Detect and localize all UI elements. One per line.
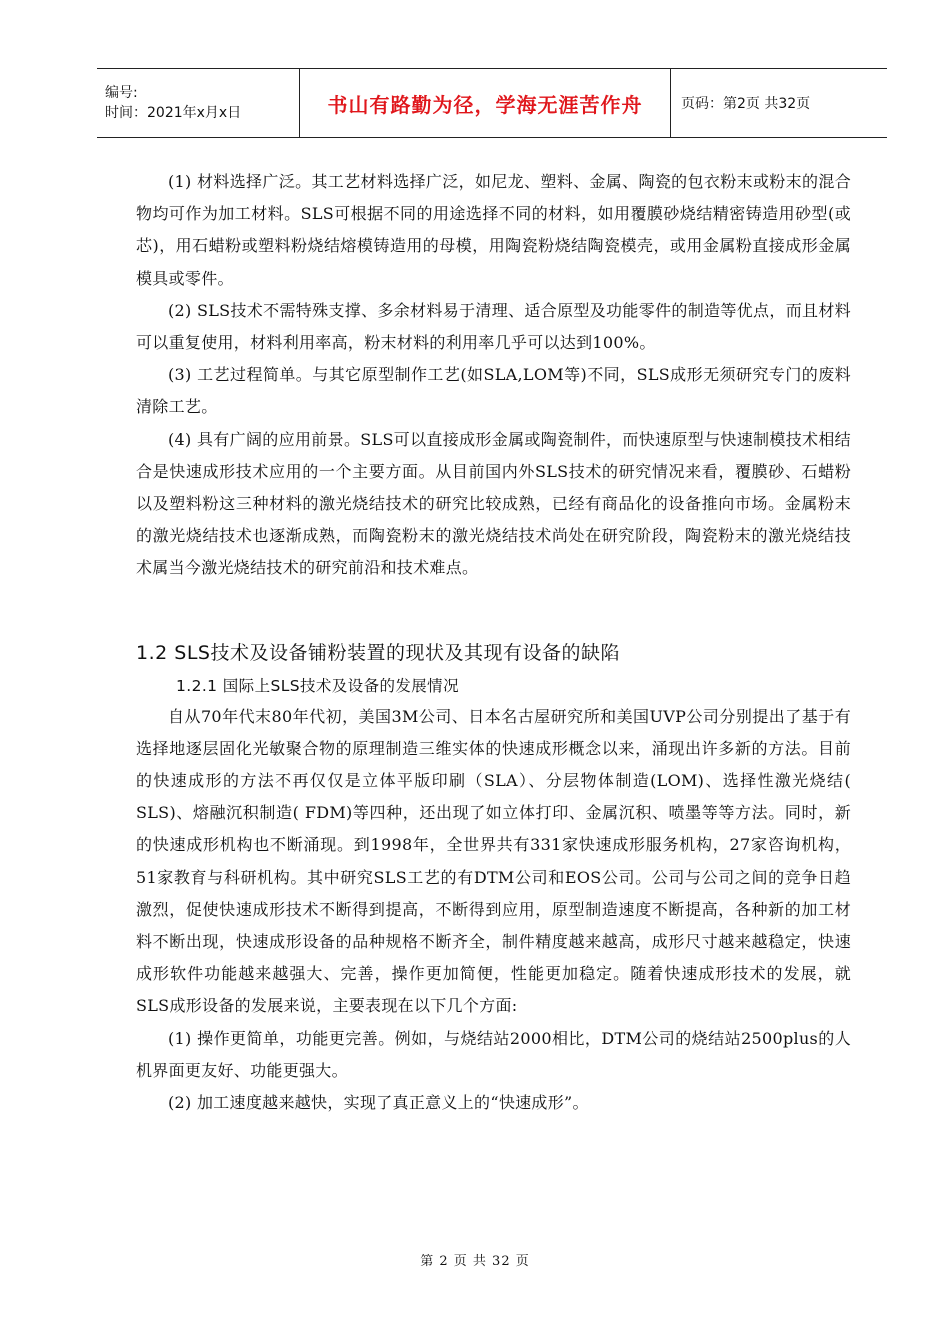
page-footer: 第 2 页 共 32 页 [420,1254,530,1269]
paragraph: 自从70年代末80年代初，美国3M公司、日本名古屋研究所和美国UVP公司分别提出了基于有选择地逐层固化光敏聚合物的原理制造三维实体的快速成形概念以来，涌现出许多新的方法。目前的快速成形的方法不再仅仅是立体平版印刷（SLA）、分层物体制造(LOM)、选择性激光烧结( SLS)、熔融沉积制造( FDM)等四种，还出现了如立体打印、金属沉积、喷墨等等方法。同时，新的快速成形机构也不断涌现。到1998年，全世界共有331家快速成形服务机构，27家咨询机构，51家教育与科研机构。其中研究SLS工艺的有DTM公司和EOS公司。公司与公司之间的竞争日趋激烈，促使快速成形技术不断得到提高，不断得到应用，原型制造速度不断提高，各种新的加工材料不断出现，快速成形设备的品种规格不断齐全，制件精度越来越高，成形尺寸越来越稳定，快速成形软件功能越来越强大、完善，操作更加简便，性能更加稳定。随着快速成形技术的发展，就SLS成形设备的发展来说，主要表现在以下几个方面: [136,706,851,1016]
time-label: 时间：2021年x月x日 [105,105,242,121]
section-heading: 1.2 SLS技术及设备铺粉装置的现状及其现有设备的缺陷 [136,641,620,664]
document-body [136,166,851,1119]
header-motto-cell [299,69,671,137]
paragraph: (1) 材料选择广泛。其工艺材料选择广泛，如尼龙、塑料、金属、陶瓷的包衣粉末或粉末的混合物均可作为加工材料。SLS可根据不同的用途选择不同的材料，如用覆膜砂烧结精密铸造用砂型(或芯)，用石蜡粉或塑料粉烧结熔模铸造用的母模，用陶瓷粉烧结陶瓷模壳，或用金属粉直接成形金属模具或零件。 [136,172,851,288]
header-meta [97,69,299,137]
paragraph: (1) 操作更简单，功能更完善。例如，与烧结站2000相比，DTM公司的烧结站2500plus的人机界面更友好、功能更强大。 [136,1028,851,1080]
header-page-info: 页码：第2页 共32页 [681,96,811,112]
serial-label: 编号: [105,85,138,101]
subsection-heading: 1.2.1 国际上SLS技术及设备的发展情况 [176,676,459,695]
header-motto: 书山有路勤为径，学海无涯苦作舟 [327,92,643,117]
paragraph: (3) 工艺过程简单。与其它原型制作工艺(如SLA,LOM等)不同，SLS成形无须研究专门的废料清除工艺。 [136,365,851,417]
header-page-info-cell [671,69,887,137]
paragraph: (2) 加工速度越来越快，实现了真正意义上的“快速成形”。 [168,1093,589,1113]
paragraph: (2) SLS技术不需特殊支撑、多余材料易于清理、适合原型及功能零件的制造等优点，而且材料可以重复使用，材料利用率高，粉末材料的利用率几乎可以达到100%。 [136,300,851,353]
paragraph: (4) 具有广阔的应用前景。SLS可以直接成形金属或陶瓷制件，而快速原型与快速制模技术相结合是快速成形技术应用的一个主要方面。从目前国内外SLS技术的研究情况来看，覆膜砂、石蜡粉以及塑料粉这三种材料的激光烧结技术的研究比较成熟，已经有商品化的设备推向市场。金属粉末的激光烧结技术也逐渐成熟，而陶瓷粉末的激光烧结技术尚处在研究阶段，陶瓷粉末的激光烧结技术属当今激光烧结技术的研究前沿和技术难点。 [136,429,851,578]
page-header [97,68,887,138]
